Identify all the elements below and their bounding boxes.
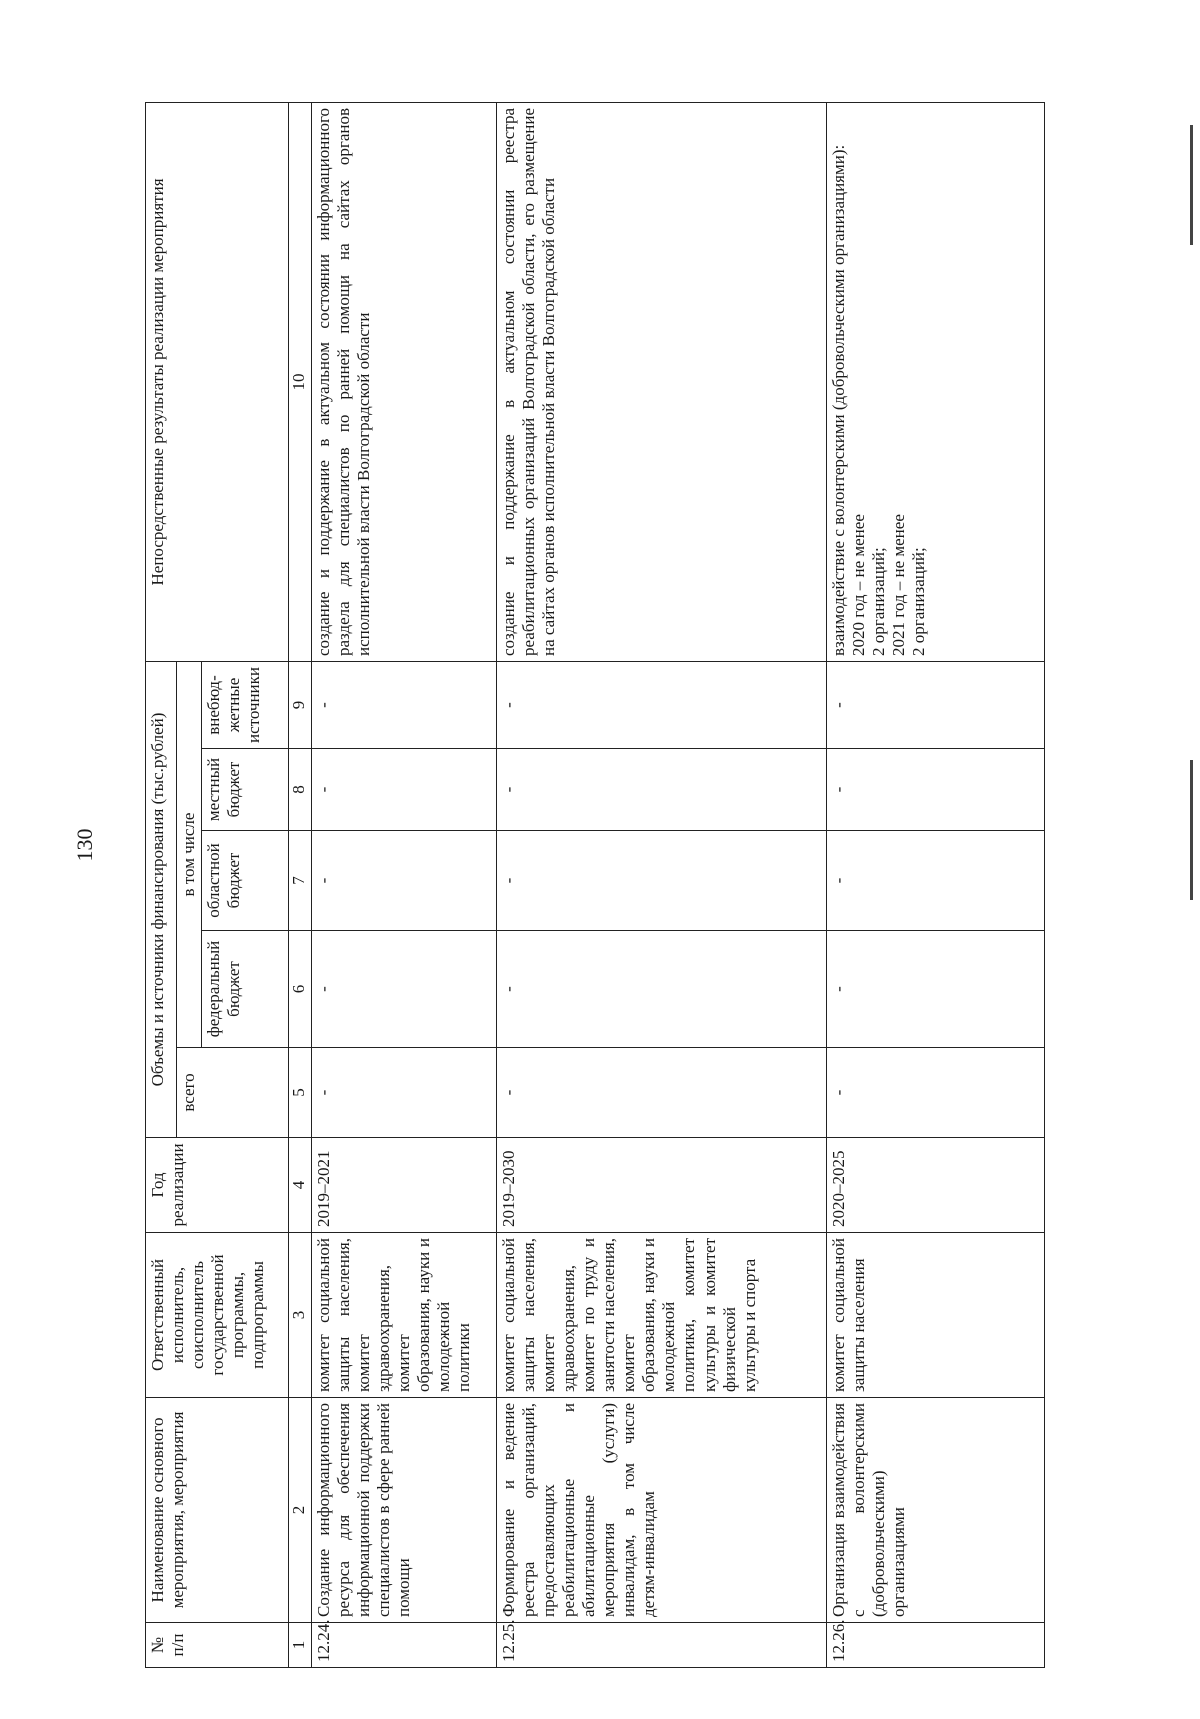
results-line: взаимодействие с волонтерскими (добровольческими организациями): <box>829 144 849 656</box>
header-name: Наименование основного мероприятия, мероприятия <box>146 1398 289 1623</box>
column-number: 10 <box>289 102 312 661</box>
scan-mark <box>1190 125 1193 245</box>
row-results: создание и поддержание в актуальном состоянии реестра реабилитационных организаций Волгоградской области, его размещение на сайтах органов исполнительной власти Волгоградской области <box>497 102 827 661</box>
column-number: 1 <box>289 1623 312 1668</box>
column-number: 3 <box>289 1233 312 1398</box>
row-federal: - <box>312 931 497 1048</box>
row-name: Формирование и ведение реестра организаций, предоставляющих реабилитационные и абилитационные мероприятия (услуги) инвалидам, в том числе детям-инвалидам <box>497 1398 827 1623</box>
table-container <box>145 103 1045 1668</box>
row-regional: - <box>312 831 497 931</box>
row-name: Создание информационного ресурса для обеспечения информационной поддержки специалистов в сфере ранней помощи <box>312 1398 497 1623</box>
table-row <box>827 102 1045 1667</box>
results-line: 2020 год – не менее <box>849 514 869 656</box>
row-total: - <box>312 1048 497 1138</box>
row-executor: комитет социальной защиты населения <box>827 1233 1045 1398</box>
row-executor: комитет социальной защиты населения, комитет здравоохранения, комитет образования, науки и молодежной политики <box>312 1233 497 1398</box>
header-executor: Ответственный исполнитель, соисполнитель государственной программы, подпрограммы <box>146 1233 289 1398</box>
column-number: 9 <box>289 661 312 748</box>
column-number: 6 <box>289 931 312 1048</box>
header-federal: федеральный бюджет <box>202 931 289 1048</box>
results-line: 2 организаций; <box>869 547 889 656</box>
row-regional: - <box>497 831 827 931</box>
column-number: 2 <box>289 1398 312 1623</box>
page-number: 130 <box>72 828 97 862</box>
header-regional: областной бюджет <box>202 831 289 931</box>
results-line: 2 организаций; <box>909 547 929 656</box>
row-year: 2019–2030 <box>497 1138 827 1233</box>
header-results: Непосредственные результаты реализации мероприятия <box>146 102 289 661</box>
row-offbudget: - <box>312 661 497 748</box>
column-number: 5 <box>289 1048 312 1138</box>
row-local: - <box>312 749 497 831</box>
header-local: местный бюджет <box>202 749 289 831</box>
row-name: Организация взаимодействия с волонтерскими (добровольческими) организациями <box>827 1398 1045 1623</box>
row-number: 12.24. <box>312 1623 497 1668</box>
row-total: - <box>497 1048 827 1138</box>
row-number: 12.25. <box>497 1623 827 1668</box>
row-local: - <box>827 749 1045 831</box>
row-offbudget: - <box>827 661 1045 748</box>
row-results <box>827 102 1045 661</box>
row-year: 2020–2025 <box>827 1138 1045 1233</box>
row-offbudget: - <box>497 661 827 748</box>
scan-mark <box>1190 760 1193 900</box>
program-table <box>145 102 1045 1668</box>
results-line: 2021 год – не менее <box>889 514 909 656</box>
column-number-row <box>289 102 312 1667</box>
row-year: 2019–2021 <box>312 1138 497 1233</box>
row-regional: - <box>827 831 1045 931</box>
header-offbudget: внебюд-жетные источники <box>202 661 289 748</box>
header-total: всего <box>177 1048 289 1138</box>
row-federal: - <box>827 931 1045 1048</box>
table-row <box>312 102 497 1667</box>
row-results: создание и поддержание в актуальном состоянии информационного раздела для специалистов по ранней помощи на сайтах органов исполнительной власти Волгоградской области <box>312 102 497 661</box>
header-year: Год реализации <box>146 1138 289 1233</box>
column-number: 8 <box>289 749 312 831</box>
column-number: 7 <box>289 831 312 931</box>
row-executor: комитет социальной защиты населения, комитет здравоохранения, комитет по труду и занятости населения, комитет образования, науки и молодежной политики, комитет культуры и комитет физической культуры и спорта <box>497 1233 827 1398</box>
row-local: - <box>497 749 827 831</box>
row-federal: - <box>497 931 827 1048</box>
header-row <box>146 102 177 1667</box>
header-funding-group: Объемы и источники финансирования (тыс.рублей) <box>146 661 177 1137</box>
row-number: 12.26. <box>827 1623 1045 1668</box>
header-including: в том числе <box>177 661 202 1047</box>
column-number: 4 <box>289 1138 312 1233</box>
header-num: № п/п <box>146 1623 289 1668</box>
row-total: - <box>827 1048 1045 1138</box>
table-row <box>497 102 827 1667</box>
